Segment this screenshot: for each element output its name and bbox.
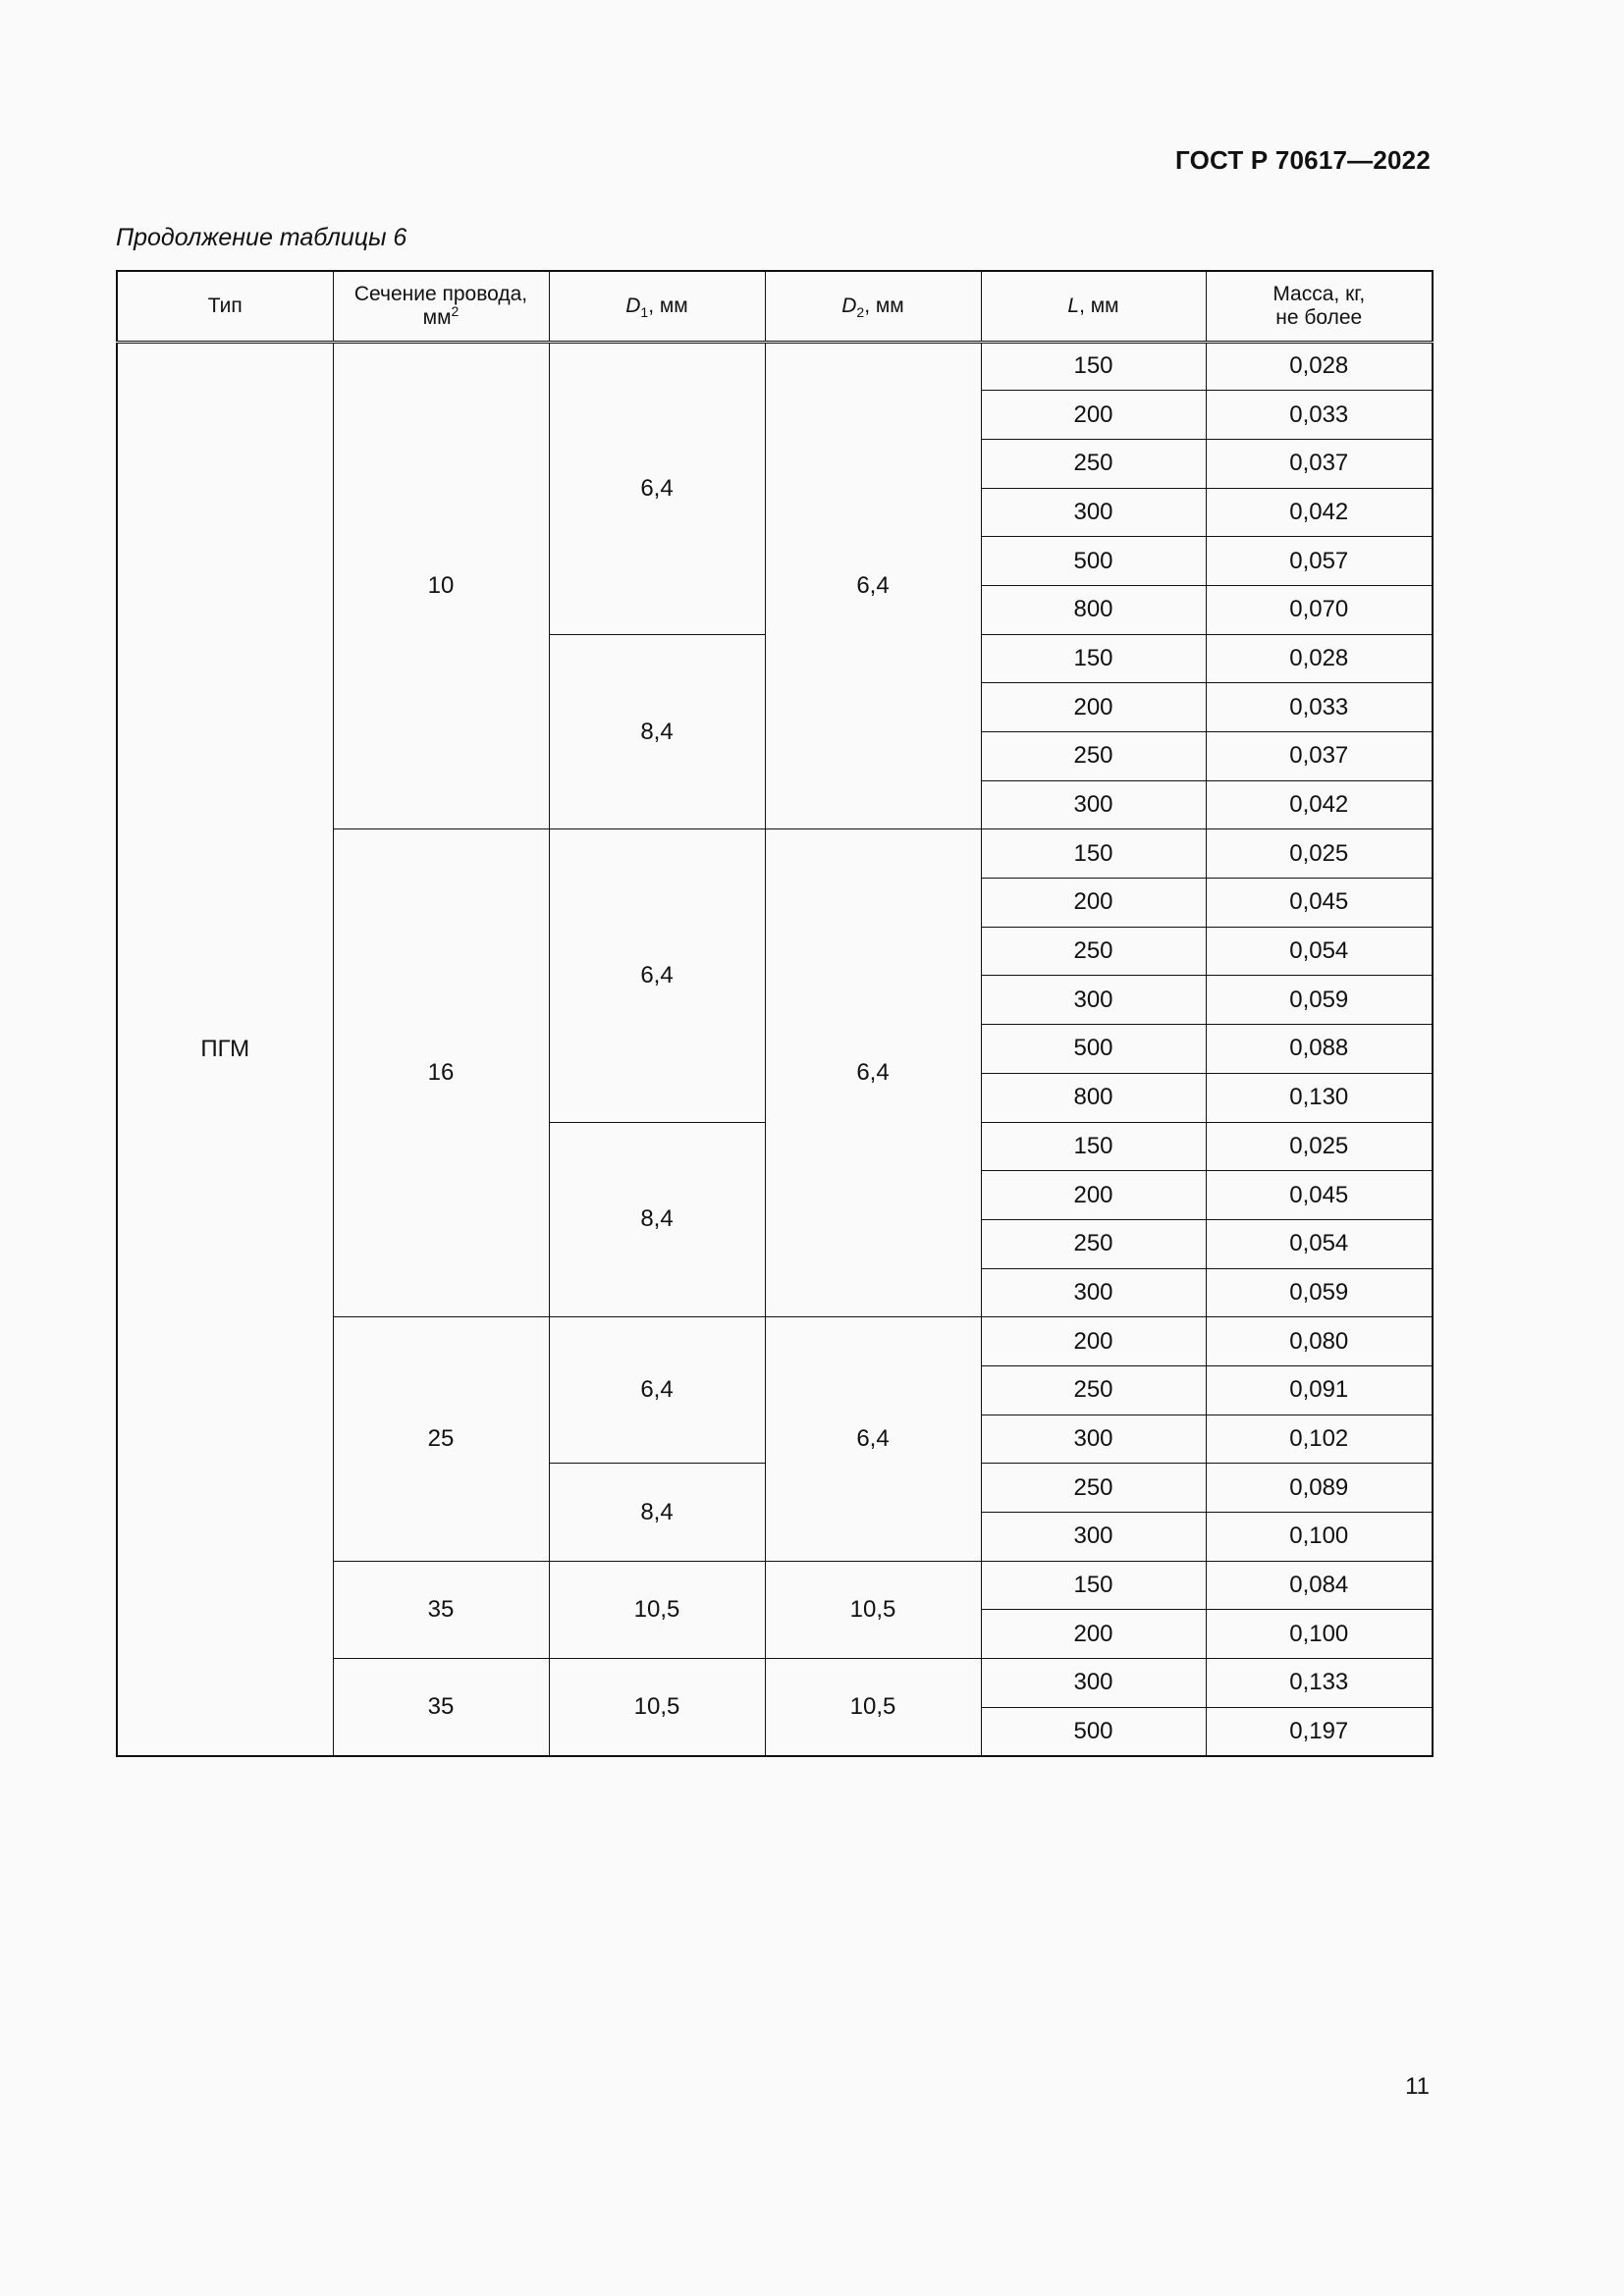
header-mass-label: Масса, кг, [1272,282,1366,305]
section-cell: 35 [333,1659,549,1756]
specification-table [116,270,1434,1757]
table-row [117,342,1433,391]
header-type: Тип [117,271,333,342]
d2-cell: 6,4 [765,1317,981,1561]
mass-cell: 0,054 [1206,927,1433,976]
section-cell: 25 [333,1317,549,1561]
length-cell: 150 [981,829,1206,879]
mass-cell: 0,070 [1206,585,1433,634]
d1-cell: 8,4 [549,634,765,829]
d2-cell: 10,5 [765,1659,981,1756]
length-cell: 150 [981,1122,1206,1171]
length-cell: 300 [981,780,1206,829]
mass-cell: 0,102 [1206,1415,1433,1464]
mass-cell: 0,045 [1206,879,1433,928]
mass-cell: 0,059 [1206,1268,1433,1317]
table-caption: Продолжение таблицы 6 [116,224,407,251]
length-cell: 200 [981,879,1206,928]
mass-cell: 0,100 [1206,1513,1433,1562]
header-section-unit: мм [422,305,452,329]
mass-cell: 0,045 [1206,1171,1433,1220]
header-d1-sub: 1 [640,303,649,320]
mass-cell: 0,028 [1206,342,1433,391]
length-cell: 150 [981,342,1206,391]
mass-cell: 0,091 [1206,1365,1433,1415]
mass-cell: 0,054 [1206,1219,1433,1268]
length-cell: 200 [981,1317,1206,1366]
length-cell: 500 [981,537,1206,586]
mass-cell: 0,197 [1206,1707,1433,1756]
table-header-row [117,271,1433,342]
table-body [117,342,1433,1756]
header-d1 [549,271,765,342]
d1-cell: 6,4 [549,342,765,634]
d1-cell: 10,5 [549,1561,765,1658]
length-cell: 200 [981,1171,1206,1220]
d1-cell: 6,4 [549,829,765,1122]
d1-cell: 8,4 [549,1464,765,1561]
header-d2-symbol: D [841,294,857,317]
mass-cell: 0,042 [1206,780,1433,829]
mass-cell: 0,025 [1206,829,1433,879]
header-section-unit-power: 2 [451,302,460,319]
header-d2-sub: 2 [856,303,865,320]
length-cell: 200 [981,683,1206,732]
mass-cell: 0,037 [1206,732,1433,781]
document-code: ГОСТ Р 70617—2022 [1175,145,1431,175]
mass-cell: 0,025 [1206,1122,1433,1171]
length-cell: 300 [981,976,1206,1025]
header-length [981,271,1206,342]
mass-cell: 0,042 [1206,488,1433,537]
section-cell: 10 [333,342,549,829]
header-mass-qualifier: не более [1275,305,1363,329]
section-cell: 35 [333,1561,549,1658]
mass-cell: 0,037 [1206,439,1433,488]
type-cell: ПГМ [117,342,333,1756]
mass-cell: 0,059 [1206,976,1433,1025]
length-cell: 500 [981,1707,1206,1756]
header-l-symbol: L [1067,294,1080,317]
length-cell: 300 [981,1268,1206,1317]
mass-cell: 0,133 [1206,1659,1433,1708]
length-cell: 250 [981,439,1206,488]
length-cell: 250 [981,927,1206,976]
page-number: 11 [1405,2073,1430,2100]
d1-cell: 6,4 [549,1317,765,1464]
header-l-unit: , мм [1079,294,1119,317]
mass-cell: 0,089 [1206,1464,1433,1513]
header-section-label: Сечение провода, [353,282,528,305]
mass-cell: 0,100 [1206,1610,1433,1659]
length-cell: 150 [981,1561,1206,1610]
mass-cell: 0,033 [1206,391,1433,440]
length-cell: 500 [981,1025,1206,1074]
header-section [333,271,549,342]
length-cell: 250 [981,1219,1206,1268]
mass-cell: 0,057 [1206,537,1433,586]
length-cell: 300 [981,1659,1206,1708]
length-cell: 300 [981,1415,1206,1464]
mass-cell: 0,130 [1206,1073,1433,1122]
header-d1-unit: , мм [648,294,688,317]
mass-cell: 0,028 [1206,634,1433,683]
header-d1-symbol: D [625,294,641,317]
d2-cell: 6,4 [765,829,981,1317]
mass-cell: 0,084 [1206,1561,1433,1610]
length-cell: 250 [981,732,1206,781]
section-cell: 16 [333,829,549,1317]
header-d2-unit: , мм [864,294,904,317]
d1-cell: 8,4 [549,1122,765,1317]
length-cell: 300 [981,1513,1206,1562]
length-cell: 300 [981,488,1206,537]
length-cell: 250 [981,1464,1206,1513]
d1-cell: 10,5 [549,1659,765,1756]
mass-cell: 0,088 [1206,1025,1433,1074]
mass-cell: 0,033 [1206,683,1433,732]
length-cell: 150 [981,634,1206,683]
mass-cell: 0,080 [1206,1317,1433,1366]
d2-cell: 10,5 [765,1561,981,1658]
header-mass [1206,271,1433,342]
header-d2 [765,271,981,342]
length-cell: 800 [981,1073,1206,1122]
length-cell: 200 [981,391,1206,440]
length-cell: 200 [981,1610,1206,1659]
d2-cell: 6,4 [765,342,981,829]
length-cell: 250 [981,1365,1206,1415]
length-cell: 800 [981,585,1206,634]
